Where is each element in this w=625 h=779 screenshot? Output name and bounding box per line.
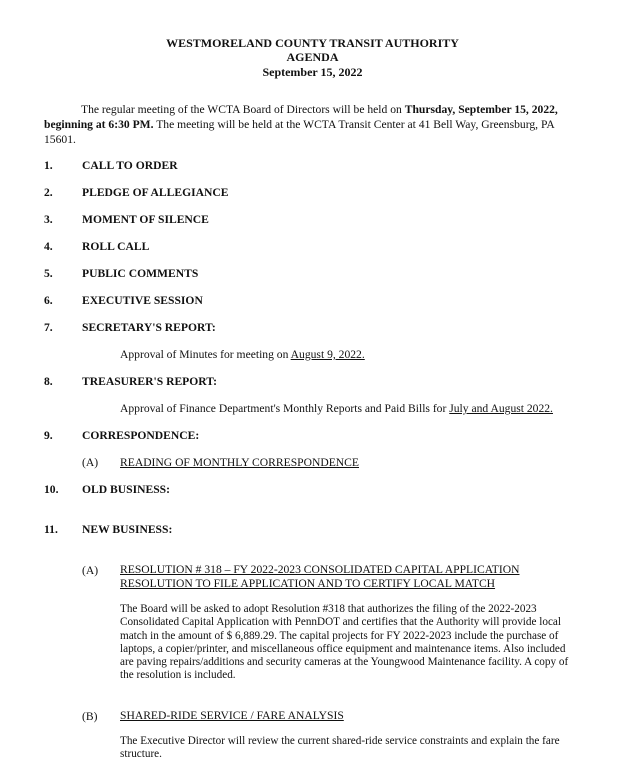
item-number: 9.: [44, 429, 53, 442]
treasurer-approval: [120, 402, 553, 416]
secretary-meeting-date: August 9, 2022.: [290, 348, 365, 361]
item-title-pledge: PLEDGE OF ALLEGIANCE: [82, 186, 229, 199]
item-title-executive-session: EXECUTIVE SESSION: [82, 294, 203, 307]
shared-ride-description: The Executive Director will review the current shared-ride service constraints and explain the fare structure.: [120, 735, 560, 761]
item-title-secretary-report: SECRETARY'S REPORT:: [82, 321, 216, 334]
item-title-correspondence: CORRESPONDENCE:: [82, 429, 200, 442]
resolution-318-description: The Board will be asked to adopt Resolution #318 that authorizes the filing of the 2022-2023 Consolidated Capital Application with PennDOT and certifies that the Authority will provide local match in the amount of $ 6,889.29. The capital projects for FY 2022-2023 include the purchase of laptops, a copier/printer, and miscellaneous office equipment and maintenance items. Also included are paving repairs/additions and security cameras at the Youngwood Maintenance facility. A copy of the resolution is included.: [120, 603, 569, 682]
intro-date-bold: Thursday, September 15, 2022,: [404, 103, 558, 116]
item-title-roll-call: ROLL CALL: [82, 240, 150, 253]
item-number: 5.: [44, 267, 53, 280]
item-title-old-business: OLD BUSINESS:: [82, 483, 170, 496]
new-business-b-letter: (B): [82, 710, 98, 723]
item-number: 7.: [44, 321, 53, 334]
agenda-date: September 15, 2022: [262, 65, 363, 79]
resolution-318-title-line2: RESOLUTION TO FILE APPLICATION AND TO CERTIFY LOCAL MATCH: [120, 577, 496, 590]
item-number: 6.: [44, 294, 53, 307]
secretary-approval-text: Approval of Minutes for meeting on: [120, 348, 291, 361]
intro-text-1: The regular meeting of the WCTA Board of Directors will be held on: [81, 103, 405, 116]
intro-time-bold: beginning at 6:30 PM.: [44, 118, 154, 131]
item-number: 4.: [44, 240, 53, 253]
item-title-call-to-order: CALL TO ORDER: [82, 159, 178, 172]
new-business-a-letter: (A): [82, 564, 99, 577]
resolution-318-title-line1: RESOLUTION # 318 – FY 2022-2023 CONSOLIDATED CAPITAL APPLICATION: [120, 563, 520, 576]
treasurer-period: July and August 2022.: [449, 402, 553, 415]
item-title-moment-of-silence: MOMENT OF SILENCE: [82, 213, 209, 226]
item-number: 8.: [44, 375, 53, 388]
item-number: 1.: [44, 159, 53, 172]
treasurer-approval-text: Approval of Finance Department's Monthly Reports and Paid Bills for: [120, 402, 450, 415]
correspondence-title: READING OF MONTHLY CORRESPONDENCE: [120, 456, 359, 469]
intro-text-2: The meeting will be held at the WCTA Transit Center at 41 Bell Way, Greensburg, PA 15601.: [44, 118, 555, 146]
correspondence-letter: (A): [82, 456, 99, 469]
item-title-treasurer-report: TREASURER'S REPORT:: [82, 375, 217, 388]
item-number: 2.: [44, 186, 53, 199]
item-title-public-comments: PUBLIC COMMENTS: [82, 267, 199, 280]
org-title: WESTMORELAND COUNTY TRANSIT AUTHORITY: [166, 36, 459, 50]
item-title-new-business: NEW BUSINESS:: [82, 523, 173, 536]
shared-ride-title: SHARED-RIDE SERVICE / FARE ANALYSIS: [120, 709, 344, 722]
doc-type: AGENDA: [286, 50, 339, 64]
intro-paragraph: [44, 102, 584, 147]
secretary-approval: [120, 348, 365, 362]
item-number: 11.: [44, 523, 58, 536]
item-number: 10.: [44, 483, 59, 496]
item-number: 3.: [44, 213, 53, 226]
